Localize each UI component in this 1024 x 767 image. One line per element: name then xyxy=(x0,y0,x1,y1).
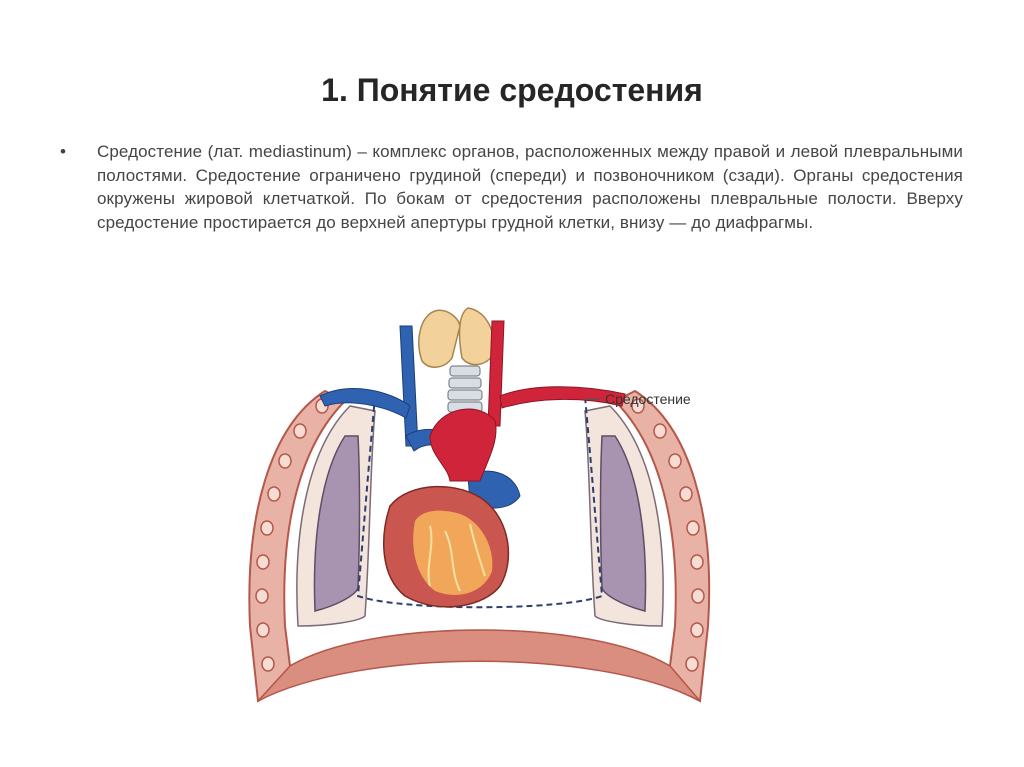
mediastinum-diagram xyxy=(230,296,730,726)
diaphragm xyxy=(258,630,700,701)
slide-title: 1. Понятие средостения xyxy=(321,72,703,108)
thyroid xyxy=(419,308,494,367)
bullet-marker: • xyxy=(60,142,66,161)
bullet-text: Средостение (лат. mediastinum) – комплекс органов, расположенных между правой и левой плевральными полостями. Средостение ограничено грудиной (спереди) и позвоночником (сзади). Органы средостения окружены жировой клетчаткой. По бокам от средостения расположены плевральные полости. Вверху средостение простирается до верхней апертуры грудной клетки, внизу — до диафрагмы. xyxy=(97,142,963,232)
callout-label: Средостение xyxy=(605,391,691,407)
